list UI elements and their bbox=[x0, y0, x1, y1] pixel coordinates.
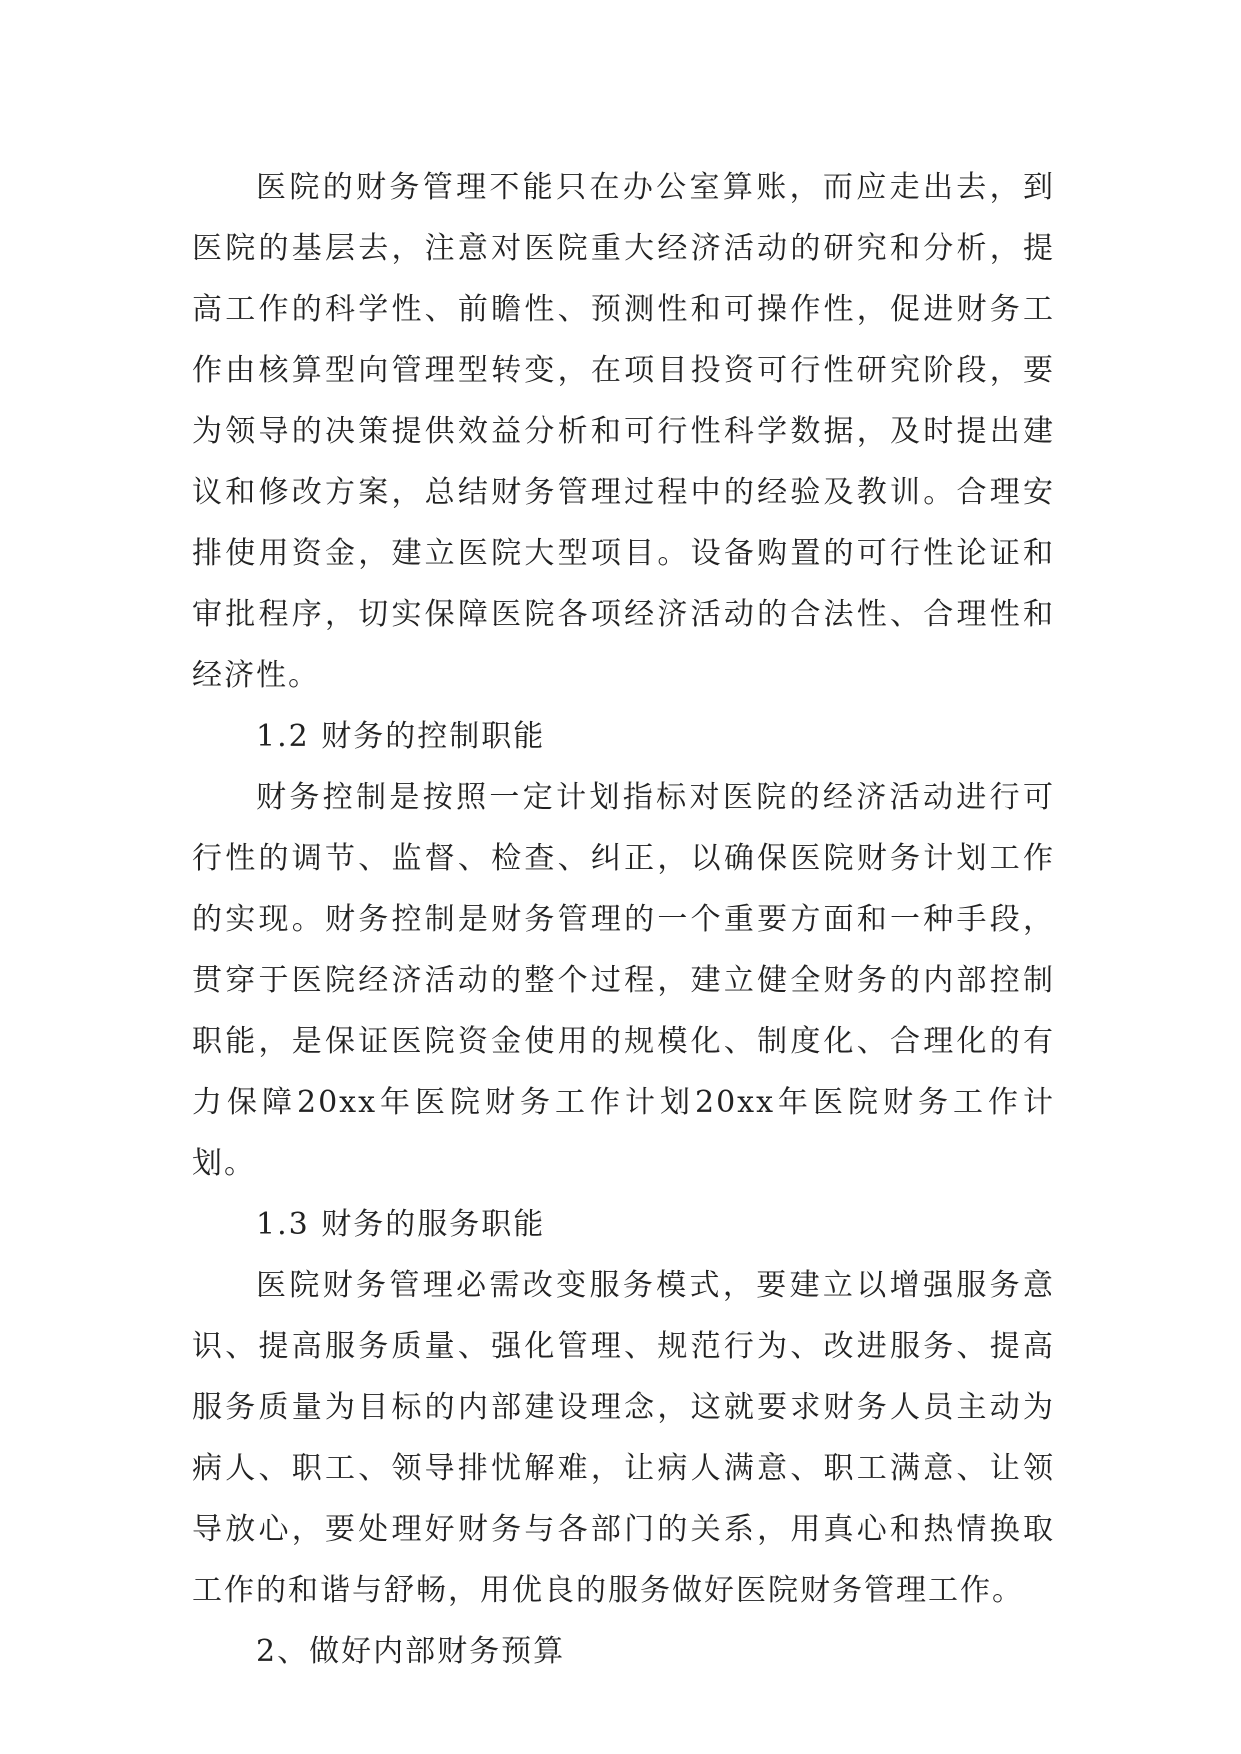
heading-control-function: 1.2 财务的控制职能 bbox=[256, 719, 546, 754]
heading-internal-budget: 2、做好内部财务预算 bbox=[256, 1634, 566, 1669]
paragraph-financial-management-outreach: 医院的财务管理不能只在办公室算账，而应走出去，到医院的基层去，注意对医院重大经济活动的研究和分析，提高工作的科学性、前瞻性、预测性和可操作性，促进财务工作由核算型向管理型转变，在项目投资可行性研究阶段，要为领导的决策提供效益分析和可行性科学数据，及时提出建议和修改方案，总结财务管理过程中的经验及教训。合理安排使用资金，建立医院大型项目。设备购置的可行性论证和审批程序，切实保障医院各项经济活动的合法性、合理性和经济性。 bbox=[192, 170, 1055, 693]
document-body bbox=[192, 157, 1055, 1682]
paragraph-financial-control: 财务控制是按照一定计划指标对医院的经济活动进行可行性的调节、监督、检查、纠正，以确保医院财务计划工作的实现。财务控制是财务管理的一个重要方面和一种手段，贯穿于医院经济活动的整个过程，建立健全财务的内部控制职能，是保证医院资金使用的规模化、制度化、合理化的有力保障20xx年医院财务工作计划20xx年医院财务工作计划。 bbox=[192, 780, 1055, 1181]
heading-service-function: 1.3 财务的服务职能 bbox=[256, 1207, 546, 1242]
paragraph-financial-service: 医院财务管理必需改变服务模式，要建立以增强服务意识、提高服务质量、强化管理、规范行为、改进服务、提高服务质量为目标的内部建设理念，这就要求财务人员主动为病人、职工、领导排忧解难，让病人满意、职工满意、让领导放心，要处理好财务与各部门的关系，用真心和热情换取工作的和谐与舒畅，用优良的服务做好医院财务管理工作。 bbox=[192, 1268, 1055, 1608]
